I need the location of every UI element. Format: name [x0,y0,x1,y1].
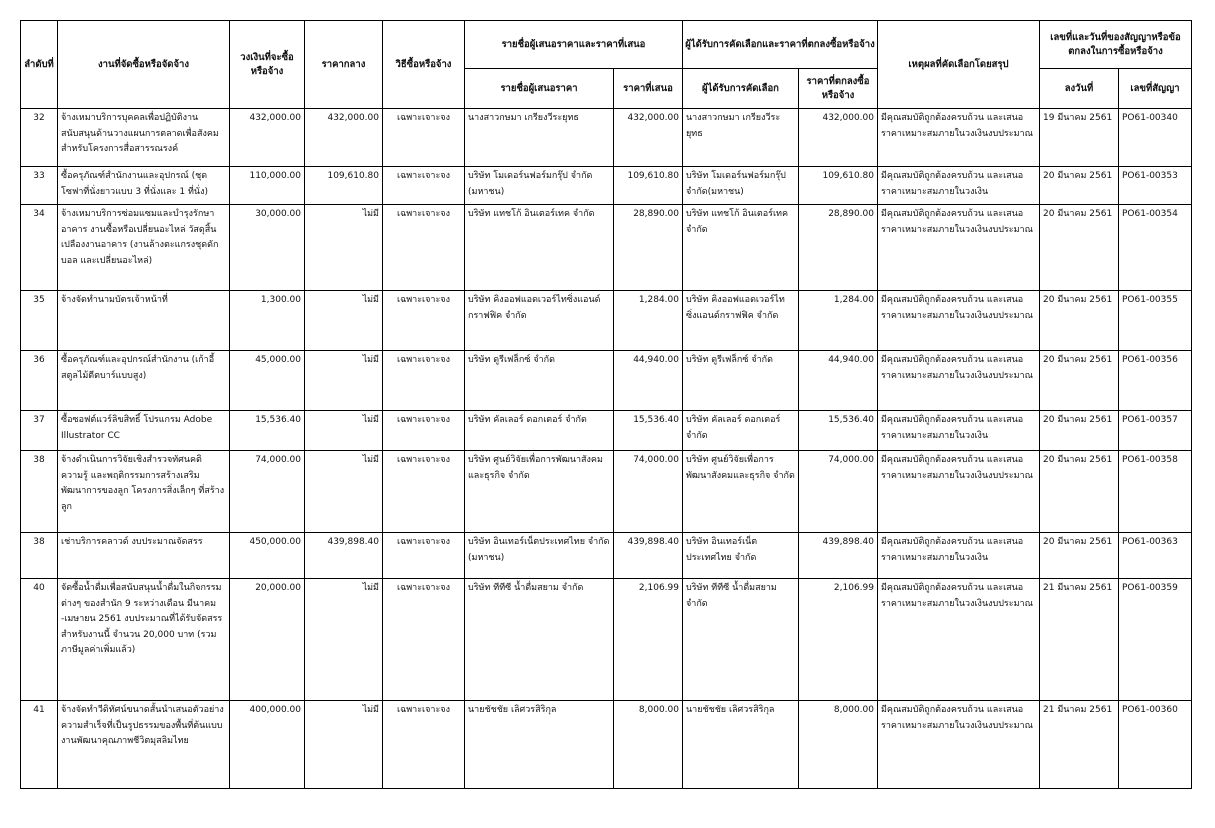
header-bid-price: ราคาที่เสนอ [614,69,683,109]
header-work: งานที่จัดซื้อหรือจัดจ้าง [58,21,230,109]
cell-contract-date: 19 มีนาคม 2561 [1040,109,1119,167]
cell-method: เฉพาะเจาะจง [383,451,465,533]
cell-bid-price: 44,940.00 [614,351,683,411]
header-winner-name: ผู้ได้รับการคัดเลือก [683,69,799,109]
cell-work: จัดซื้อน้ำดื่มเพื่อสนับสนุนน้ำดื่มในกิจกรรมต่างๆ ของสำนัก 9 ระหว่างเดือน มีนาคม -เมษายน 2561 งบประมาณที่ได้รับจัดสรรสำหรับงานนี้ จำนวน 20,000 บาท (รวมภาษีมูลค่าเพิ่มแล้ว) [58,579,230,701]
cell-seq: 35 [21,291,58,351]
cell-work: จ้างเหมาบริการบุคคลเพื่อปฏิบัติงานสนับสนุนด้านวางแผนการตลาดเพื่อสังคมสำหรับโครงการสื่อสารรณรงค์ [58,109,230,167]
cell-winner: บริษัท แทชโก้ อินเตอร์เทค จำกัด [683,205,799,291]
cell-contract-no: PO61-00358 [1119,451,1192,533]
header-bidder-name: รายชื่อผู้เสนอราคา [465,69,614,109]
cell-bidder: บริษัท ทีทีซี น้ำดื่มสยาม จำกัด [465,579,614,701]
cell-reason: มีคุณสมบัติถูกต้องครบถ้วน และเสนอราคาเหมาะสมภายในวงเงิน [878,533,1040,579]
cell-median-price: ไม่มี [305,351,383,411]
cell-winner: บริษัท ทีทีซี น้ำดื่มสยาม จำกัด [683,579,799,701]
cell-method: เฉพาะเจาะจง [383,411,465,451]
table-row [21,533,1192,579]
header-winner-group: ผู้ได้รับการคัดเลือกและราคาที่ตกลงซื้อหรือจ้าง [683,21,878,69]
cell-contract-date: 20 มีนาคม 2561 [1040,411,1119,451]
cell-method: เฉพาะเจาะจง [383,167,465,205]
cell-budget: 432,000.00 [230,109,305,167]
cell-winner: นางสาวกษมา เกรียงวีระยุทธ [683,109,799,167]
cell-median-price: 432,000.00 [305,109,383,167]
cell-method: เฉพาะเจาะจง [383,579,465,701]
cell-winner: นายชัชชัย เลิศวรสิริกุล [683,701,799,789]
cell-reason: มีคุณสมบัติถูกต้องครบถ้วน และเสนอราคาเหมาะสมภายในวงเงินงบประมาณ [878,109,1040,167]
cell-work: จ้างดำเนินการวิจัยเชิงสำรวจทัศนคติ ความรู้ และพฤติกรรมการสร้างเสริมพัฒนาการของลูก โครงการสิ่งเล็กๆ ที่สร้างลูก [58,451,230,533]
cell-winner: บริษัท อินเทอร์เน็ตประเทศไทย จำกัด [683,533,799,579]
table-row [21,579,1192,701]
cell-reason: มีคุณสมบัติถูกต้องครบถ้วน และเสนอราคาเหมาะสมภายในวงเงินงบประมาณ [878,291,1040,351]
cell-median-price: ไม่มี [305,291,383,351]
cell-contract-no: PO61-00356 [1119,351,1192,411]
header-contract-group: เลขที่และวันที่ของสัญญาหรือข้อตกลงในการซื้อหรือจ้าง [1040,21,1192,69]
cell-method: เฉพาะเจาะจง [383,291,465,351]
cell-agreed-price: 2,106.99 [799,579,878,701]
cell-bidder: บริษัท โมเดอร์นฟอร์มกรุ๊ป จำกัด (มหาชน) [465,167,614,205]
cell-contract-no: PO61-00360 [1119,701,1192,789]
cell-contract-no: PO61-00354 [1119,205,1192,291]
cell-median-price: 439,898.40 [305,533,383,579]
header-contract-date: ลงวันที่ [1040,69,1119,109]
cell-median-price: ไม่มี [305,205,383,291]
cell-contract-date: 20 มีนาคม 2561 [1040,291,1119,351]
cell-winner: บริษัท ศูนย์วิจัยเพื่อการพัฒนาสังคมและธุรกิจ จำกัด [683,451,799,533]
cell-median-price: ไม่มี [305,579,383,701]
cell-budget: 45,000.00 [230,351,305,411]
header-bidders-group: รายชื่อผู้เสนอราคาและราคาที่เสนอ [465,21,683,69]
cell-agreed-price: 44,940.00 [799,351,878,411]
cell-winner: บริษัท คิงออฟแอดเวอร์ไทซิ่งแอนด์กราฟฟิค จำกัด [683,291,799,351]
cell-budget: 400,000.00 [230,701,305,789]
table-row [21,411,1192,451]
cell-method: เฉพาะเจาะจง [383,351,465,411]
procurement-table [20,20,1192,789]
cell-budget: 74,000.00 [230,451,305,533]
cell-reason: มีคุณสมบัติถูกต้องครบถ้วน และเสนอราคาเหมาะสมภายในวงเงิน [878,411,1040,451]
cell-agreed-price: 15,536.40 [799,411,878,451]
cell-winner: บริษัท ดูรีเฟล็กซ์ จำกัด [683,351,799,411]
cell-bid-price: 432,000.00 [614,109,683,167]
header-contract-no: เลขที่สัญญา [1119,69,1192,109]
cell-seq: 41 [21,701,58,789]
header-agreed-price: ราคาที่ตกลงซื้อหรือจ้าง [799,69,878,109]
table-row [21,701,1192,789]
table-row [21,109,1192,167]
cell-method: เฉพาะเจาะจง [383,205,465,291]
cell-contract-date: 20 มีนาคม 2561 [1040,351,1119,411]
cell-contract-date: 20 มีนาคม 2561 [1040,205,1119,291]
cell-seq: 33 [21,167,58,205]
cell-bid-price: 15,536.40 [614,411,683,451]
cell-bidder: บริษัท อินเทอร์เน็ตประเทศไทย จำกัด (มหาชน) [465,533,614,579]
cell-reason: มีคุณสมบัติถูกต้องครบถ้วน และเสนอราคาเหมาะสมภายในวงเงินงบประมาณ [878,579,1040,701]
cell-contract-no: PO61-00363 [1119,533,1192,579]
cell-contract-no: PO61-00359 [1119,579,1192,701]
cell-budget: 1,300.00 [230,291,305,351]
cell-work: ซื้อซอฟต์แวร์ลิขสิทธิ์ โปรแกรม Adobe Illustrator CC [58,411,230,451]
cell-agreed-price: 432,000.00 [799,109,878,167]
cell-work: จ้างจัดทำวีดิทัศน์ขนาดสั้นนำเสนอตัวอย่างความสำเร็จที่เป็นรูปธรรมของพื้นที่ต้นแบบงานพัฒนาคุณภาพชีวิตมุสลิมไทย [58,701,230,789]
cell-seq: 37 [21,411,58,451]
cell-contract-date: 20 มีนาคม 2561 [1040,533,1119,579]
cell-bidder: นางสาวกษมา เกรียงวีระยุทธ [465,109,614,167]
cell-seq: 38 [21,451,58,533]
cell-agreed-price: 439,898.40 [799,533,878,579]
cell-method: เฉพาะเจาะจง [383,701,465,789]
header-reason: เหตุผลที่คัดเลือกโดยสรุป [878,21,1040,109]
cell-bidder: บริษัท ดูรีเฟล็กซ์ จำกัด [465,351,614,411]
cell-budget: 450,000.00 [230,533,305,579]
cell-bidder: นายชัชชัย เลิศวรสิริกุล [465,701,614,789]
table-row [21,167,1192,205]
cell-contract-date: 21 มีนาคม 2561 [1040,701,1119,789]
cell-budget: 20,000.00 [230,579,305,701]
cell-bid-price: 74,000.00 [614,451,683,533]
cell-reason: มีคุณสมบัติถูกต้องครบถ้วน และเสนอราคาเหมาะสมภายในวงเงินงบประมาณ [878,701,1040,789]
cell-reason: มีคุณสมบัติถูกต้องครบถ้วน และเสนอราคาเหมาะสมภายในวงเงินงบประมาณ [878,205,1040,291]
cell-method: เฉพาะเจาะจง [383,109,465,167]
cell-contract-date: 20 มีนาคม 2561 [1040,451,1119,533]
cell-bid-price: 2,106.99 [614,579,683,701]
cell-winner: บริษัท คัลเลอร์ ดอกเตอร์ จำกัด [683,411,799,451]
cell-seq: 40 [21,579,58,701]
cell-work: เช่าบริการคลาวด์ งบประมาณจัดสรร [58,533,230,579]
cell-winner: บริษัท โมเดอร์นฟอร์มกรุ๊ป จำกัด(มหาชน) [683,167,799,205]
header-median-price: ราคากลาง [305,21,383,109]
header-budget: วงเงินที่จะซื้อหรือจ้าง [230,21,305,109]
cell-bidder: บริษัท คัลเลอร์ ดอกเตอร์ จำกัด [465,411,614,451]
cell-median-price: ไม่มี [305,411,383,451]
table-row [21,351,1192,411]
header-method: วิธีซื้อหรือจ้าง [383,21,465,109]
cell-contract-no: PO61-00357 [1119,411,1192,451]
cell-budget: 15,536.40 [230,411,305,451]
cell-bidder: บริษัท แทชโก้ อินเตอร์เทค จำกัด [465,205,614,291]
cell-agreed-price: 109,610.80 [799,167,878,205]
cell-agreed-price: 28,890.00 [799,205,878,291]
cell-bidder: บริษัท คิงออฟแอดเวอร์ไทซิ่งแอนด์กราฟฟิค จำกัด [465,291,614,351]
cell-agreed-price: 74,000.00 [799,451,878,533]
cell-contract-no: PO61-00340 [1119,109,1192,167]
cell-contract-no: PO61-00353 [1119,167,1192,205]
cell-agreed-price: 1,284.00 [799,291,878,351]
cell-contract-date: 21 มีนาคม 2561 [1040,579,1119,701]
cell-bid-price: 8,000.00 [614,701,683,789]
cell-seq: 34 [21,205,58,291]
cell-work: ซื้อครุภัณฑ์และอุปกรณ์สำนักงาน (เก้าอี้สตูลไม้ตีตบาร์แบบสูง) [58,351,230,411]
cell-median-price: ไม่มี [305,701,383,789]
cell-reason: มีคุณสมบัติถูกต้องครบถ้วน และเสนอราคาเหมาะสมภายในวงเงิน [878,167,1040,205]
cell-seq: 36 [21,351,58,411]
cell-seq: 38 [21,533,58,579]
table-row [21,205,1192,291]
cell-reason: มีคุณสมบัติถูกต้องครบถ้วน และเสนอราคาเหมาะสมภายในวงเงินงบประมาณ [878,351,1040,411]
cell-contract-date: 20 มีนาคม 2561 [1040,167,1119,205]
cell-bid-price: 28,890.00 [614,205,683,291]
cell-work: จ้างจัดทำนามบัตรเจ้าหน้าที่ [58,291,230,351]
cell-work: ซื้อครุภัณฑ์สำนักงานและอุปกรณ์ (ชุดโซฟาที่นั่งยาวแบบ 3 ที่นั่งและ 1 ที่นั่ง) [58,167,230,205]
cell-bid-price: 1,284.00 [614,291,683,351]
cell-bid-price: 109,610.80 [614,167,683,205]
cell-bid-price: 439,898.40 [614,533,683,579]
table-row [21,451,1192,533]
header-seq: ลำดับที่ [21,21,58,109]
cell-budget: 110,000.00 [230,167,305,205]
cell-agreed-price: 8,000.00 [799,701,878,789]
cell-budget: 30,000.00 [230,205,305,291]
cell-method: เฉพาะเจาะจง [383,533,465,579]
cell-reason: มีคุณสมบัติถูกต้องครบถ้วน และเสนอราคาเหมาะสมภายในวงเงินงบประมาณ [878,451,1040,533]
cell-work: จ้างเหมาบริการซ่อมแซมและบำรุงรักษาอาคาร งานซื้อหรือเปลี่ยนอะไหล่ วัสดุสิ้นเปลืองงานอาคาร (งานล้างตะแกรงชุดดักบอล และเปลี่ยนอะไหล่) [58,205,230,291]
table-row [21,291,1192,351]
cell-median-price: 109,610.80 [305,167,383,205]
cell-median-price: ไม่มี [305,451,383,533]
cell-contract-no: PO61-00355 [1119,291,1192,351]
cell-bidder: บริษัท ศูนย์วิจัยเพื่อการพัฒนาสังคมและธุรกิจ จำกัด [465,451,614,533]
cell-seq: 32 [21,109,58,167]
